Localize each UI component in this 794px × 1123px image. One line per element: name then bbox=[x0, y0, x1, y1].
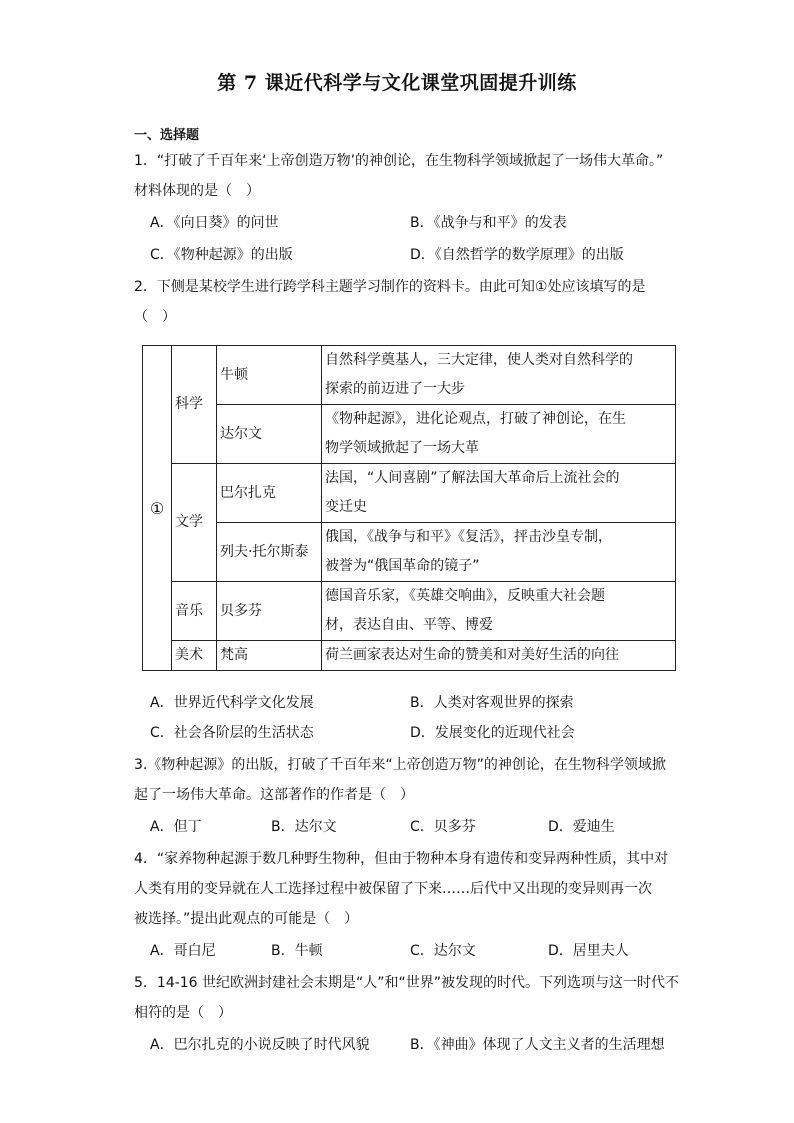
table-row bbox=[143, 346, 676, 405]
q4-stem-line3: 被选择。”提出此观点的可能是（ ） bbox=[134, 911, 359, 927]
person-name: 贝多芬 bbox=[217, 582, 322, 641]
table-row bbox=[143, 523, 676, 582]
q5-option-a[interactable]: A．巴尔扎克的小说反映了时代风貌 bbox=[150, 1037, 370, 1053]
q2-option-c[interactable]: C．社会各阶层的生活状态 bbox=[150, 725, 314, 741]
q4-stem-line1: 4．“家养物种起源于数几种野生物种，但由于物种本身有遗传和变异两种性质，其中对 bbox=[134, 851, 669, 867]
q3-option-d[interactable]: D．爱迪生 bbox=[548, 819, 615, 835]
q3-option-a[interactable]: A．但丁 bbox=[150, 819, 202, 835]
q2-option-a[interactable]: A．世界近代科学文化发展 bbox=[150, 695, 314, 711]
q4-option-d[interactable]: D．居里夫人 bbox=[548, 943, 629, 959]
person-name: 巴尔扎克 bbox=[217, 464, 322, 523]
q1-option-a[interactable]: A．《向日葵》的问世 bbox=[150, 215, 279, 231]
q5-stem-line1: 5．14-16 世纪欧洲封建社会末期是“人”和“世界”被发现的时代。下列选项与这一时代不 bbox=[134, 975, 680, 991]
person-name: 达尔文 bbox=[217, 405, 322, 464]
q1-option-c[interactable]: C．《物种起源》的出版 bbox=[150, 247, 293, 263]
table-row bbox=[143, 582, 676, 641]
section-heading: 一、选择题 bbox=[134, 128, 200, 143]
q3-stem-line2: 起了一场伟大革命。这部著作的作者是（ ） bbox=[134, 787, 414, 803]
q3-option-b[interactable]: B．达尔文 bbox=[271, 819, 337, 835]
page-title: 第 7 课近代科学与文化课堂巩固提升训练 bbox=[217, 72, 577, 94]
info-card-table bbox=[142, 345, 676, 671]
person-name: 牛顿 bbox=[217, 346, 322, 405]
person-description: 荷兰画家表达对生命的赞美和对美好生活的向往 bbox=[322, 641, 676, 671]
person-description: 俄国，《战争与和平》《复活》，抨击沙皇专制， 被誉为“俄国革命的镜子” bbox=[322, 523, 676, 582]
q4-option-a[interactable]: A．哥白尼 bbox=[150, 943, 216, 959]
q5-stem-line2: 相符的是（ ） bbox=[134, 1005, 232, 1021]
category-music: 音乐 bbox=[172, 582, 217, 641]
q2-option-d[interactable]: D．发展变化的近现代社会 bbox=[410, 725, 575, 741]
q4-option-b[interactable]: B．牛顿 bbox=[271, 943, 323, 959]
q5-option-b[interactable]: B．《神曲》体现了人文主义者的生活理想 bbox=[410, 1037, 665, 1053]
category-literature: 文学 bbox=[172, 464, 217, 582]
category-science: 科学 bbox=[172, 346, 217, 464]
person-description: 自然科学奠基人，三大定律，使人类对自然科学的 探索的前迈进了一大步 bbox=[322, 346, 676, 405]
q1-option-b[interactable]: B．《战争与和平》的发表 bbox=[410, 215, 567, 231]
person-name: 梵高 bbox=[217, 641, 322, 671]
q2-stem-line1: 2．下侧是某校学生进行跨学科主题学习制作的资料卡。由此可知①处应该填写的是 bbox=[134, 279, 646, 295]
person-description: 法国，“人间喜剧”了解法国大革命后上流社会的 变迁史 bbox=[322, 464, 676, 523]
q1-stem-line1: 1．“打破了千百年来‘上帝创造万物’的神创论，在生物科学领域掀起了一场伟大革命。” bbox=[134, 153, 664, 169]
table-row bbox=[143, 641, 676, 671]
q1-stem-line2: 材料体现的是（ ） bbox=[134, 183, 260, 199]
q2-option-b[interactable]: B．人类对客观世界的探索 bbox=[410, 695, 574, 711]
q3-option-c[interactable]: C．贝多芬 bbox=[410, 819, 476, 835]
category-art: 美术 bbox=[172, 641, 217, 671]
person-description: 《物种起源》，进化论观点，打破了神创论，在生 物学领域掀起了一场大革 bbox=[322, 405, 676, 464]
table-row bbox=[143, 464, 676, 523]
q4-option-c[interactable]: C．达尔文 bbox=[410, 943, 476, 959]
blank-marker: ① bbox=[143, 346, 172, 671]
q1-option-d[interactable]: D．《自然哲学的数学原理》的出版 bbox=[410, 247, 624, 263]
q3-stem-line1: 3.《物种起源》的出版，打破了千百年来“上帝创造万物”的神创论，在生物科学领域掀 bbox=[134, 757, 666, 773]
table-row bbox=[143, 405, 676, 464]
q2-stem-line2: （ ） bbox=[134, 309, 176, 325]
q4-stem-line2: 人类有用的变异就在人工选择过程中被保留了下来……后代中又出现的变异则再一次 bbox=[134, 881, 652, 897]
person-description: 德国音乐家，《英雄交响曲》，反映重大社会题 材，表达自由、平等、博爱 bbox=[322, 582, 676, 641]
person-name: 列夫·托尔斯泰 bbox=[217, 523, 322, 582]
